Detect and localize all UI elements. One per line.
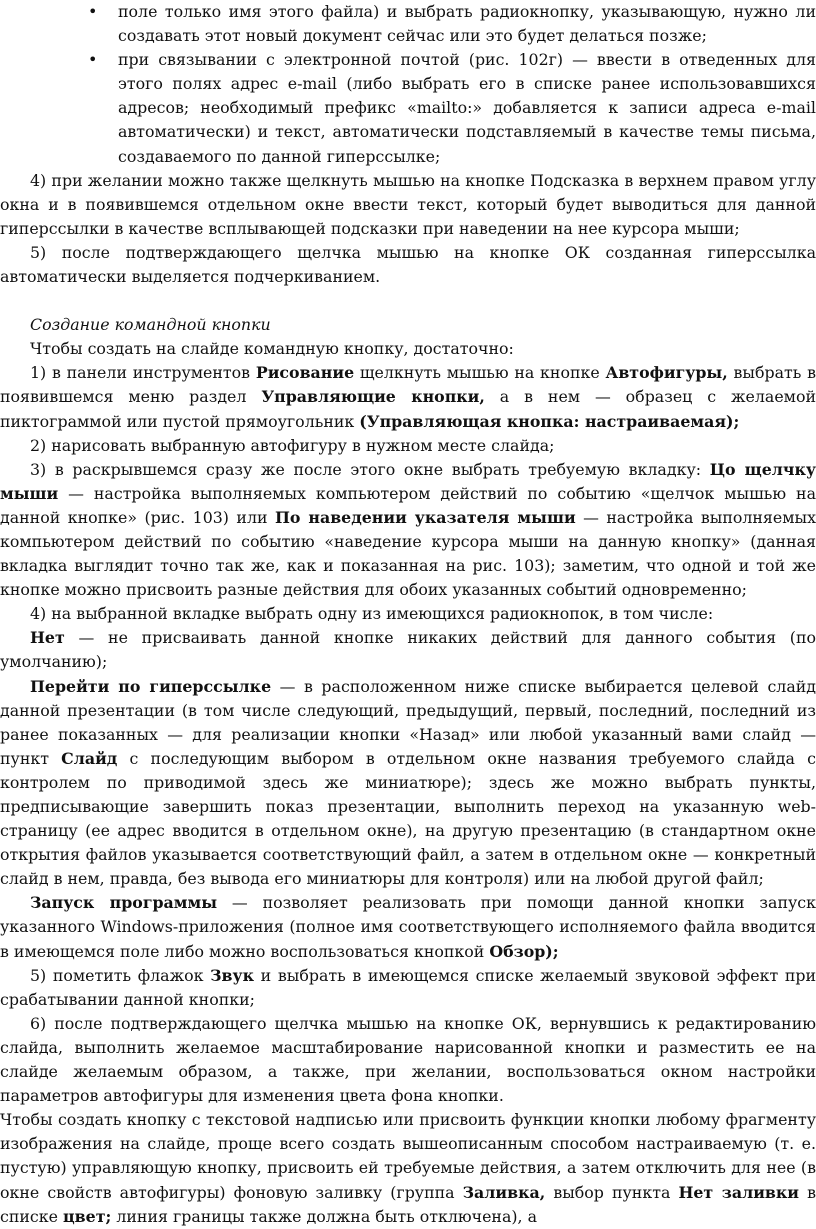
bold-term-mouse-click: Цо щелчку мыши — [0, 459, 816, 503]
bold-term-mouse-over: По наведении указателя мыши — [275, 507, 576, 527]
paragraph-step6: 6) после подтверждающего щелчка мышью на кнопке ОК, вернувшись к редактированию слайда, выполнить желаемое масштабирование нарисованной кнопки и разместить ее на слайде желаемым образом, а также, при желании, воспользоваться окном настройки параметров автофигуры для изменения цвета фона кнопки. — [0, 1013, 816, 1106]
paragraph-step5-ok: 5) после подтверждающего щелчка мышью на кнопке ОК созданная гиперссылка автоматически выделяется подчеркиванием. — [0, 242, 816, 287]
paragraph-intro: Чтобы создать на слайде командную кнопку, достаточно: — [30, 339, 514, 359]
text-run: — настройка выполняемых компьютером действий по событию «щелчок мышью на данной кнопке» (рис. 103) или — [0, 483, 816, 527]
bullet-list — [0, 0, 816, 169]
text-run: 3) в раскрывшемся сразу же после этого окне выбрать требуемую вкладку: — [30, 459, 710, 479]
text-run: а в нем — образец с желаемой пиктограммой или пустой прямоугольник — [0, 387, 816, 431]
paragraph-step3 — [0, 458, 816, 603]
paragraph-final — [0, 1108, 816, 1228]
text-run: — позволяет реализовать при помощи данной кнопки запуск указанного Windows-приложения (полное имя соответствующего исполняемого файла вводится в имеющемся поле либо можно воспользоваться кнопкой — [0, 893, 816, 961]
paragraph-gap — [0, 289, 816, 313]
paragraph-step4-radio: 4) на выбранной вкладке выбрать одну из имеющихся радиокнопок, в том числе: — [30, 604, 714, 624]
bold-term-drawing: Рисование — [255, 363, 355, 383]
bold-term-none: Нет — [30, 628, 65, 648]
bold-term-action-buttons: Управляющие кнопки, — [261, 387, 485, 407]
bold-term-run-program: Запуск программы — [30, 893, 218, 913]
bold-term-fill: Заливка, — [462, 1182, 546, 1202]
paragraph-option-run-program — [0, 891, 816, 963]
paragraph-step2: 2) нарисовать выбранную автофигуру в нужном месте слайда; — [30, 435, 555, 455]
text-run: и выбрать в имеющемся списке желаемый звуковой эффект при срабатывании данной кнопки; — [0, 965, 816, 1009]
bullet-item-email: • при связывании с электронной почтой (рис. 102г) — ввести в отведенных для этого полях адрес e-mail (либо выбрать его в списке ранее использовавшихся адресов; необходимый префикс «mailto:» добавляется к записи адреса e-mail автоматически) и текст, автоматически подставляемый в качестве темы письма, создаваемого по данной гиперссылке; — [118, 48, 816, 168]
text-run: выбор пункта — [545, 1182, 679, 1202]
text-run: — настройка выполняемых компьютером действий по событию «наведение курсора мыши на данную кнопку» (данная вкладка выглядит точно так же, как и показанная на рис. 103); заметим, что одной и той же кнопке можно присвоить разные действия для обоих указанных событий одновременно; — [0, 507, 816, 600]
paragraph-option-hyperlink — [0, 675, 816, 892]
bold-term-no-fill: Нет заливки — [678, 1182, 800, 1202]
text-run: — не присваивать данной кнопке никаких действий для данного события (по умолчанию); — [0, 628, 816, 672]
paragraph-option-none — [0, 626, 816, 674]
section-heading: Создание командной кнопки — [30, 315, 271, 335]
bold-term-autoshapes: Автофигуры, — [605, 363, 728, 383]
bold-term-color: цвет; — [63, 1206, 112, 1226]
text-run: линия границы также должна быть отключена), а — [111, 1206, 537, 1226]
paragraph-step4-tooltip: 4) при желании можно также щелкнуть мышью на кнопке Подсказка в верхнем правом углу окна и в появившемся отдельном окне ввести текст, который будет выводиться для данной гиперссылки в качестве всплывающей подсказки при наведении на нее курсора мыши; — [0, 170, 816, 238]
bold-term-slide: Слайд — [61, 748, 118, 768]
text-run: 1) в панели инструментов — [30, 363, 256, 383]
text-run: 5) пометить флажок — [30, 965, 211, 985]
paragraph-step1 — [0, 361, 816, 433]
bullet-item-file: • поле только имя этого файла) и выбрать радиокнопку, указывающую, нужно ли создавать этот новый документ сейчас или это будет делаться позже; — [118, 0, 816, 48]
text-run: Чтобы создать кнопку с текстовой надписью или присвоить функции кнопки любому фрагменту изображения на слайде, проще всего создать вышеописанным способом настраиваемую (т. е. пустую) управляющую кнопку, присвоить ей требуемые действия, а затем отключить для нее (в окне свойств автофигуры) фоновую заливку (группа — [0, 1110, 816, 1202]
bold-term-sound: Звук — [210, 965, 255, 985]
bold-term-custom-button: (Управляющая кнопка: настраиваемая); — [359, 411, 740, 431]
text-run: — в расположенном ниже списке выбирается целевой слайд данной презентации (в том числе следующий, предыдущий, первый, последний, последний из ранее показанных — для реализации кнопки «Назад» или любой указанный вами слайд — пункт — [0, 676, 816, 768]
paragraph-step5-sound — [0, 964, 816, 1012]
text-run: с последующим выбором в отдельном окне названия требуемого слайда с контролем по приводимой здесь же миниатюре); здесь же можно выбрать пункты, предписывающие завершить показ презентации, выполнить переход на указанную web-страницу (ее адрес вводится в отдельном окне), на другую презентацию (в стандартном окне открытия файлов указывается соответствующий файл, а затем в отдельном окне — конкретный слайд в нем, правда, без вывода его миниатюры для контроля) или на любой другой файл; — [0, 748, 816, 889]
text-run: выбрать в появившемся меню раздел — [0, 363, 816, 407]
text-run: щелкнуть мышью на кнопке — [354, 363, 606, 383]
bold-term-hyperlink: Перейти по гиперссылке — [30, 676, 272, 696]
text-run: в списке — [0, 1182, 816, 1226]
bold-term-browse: Обзор); — [489, 941, 559, 961]
